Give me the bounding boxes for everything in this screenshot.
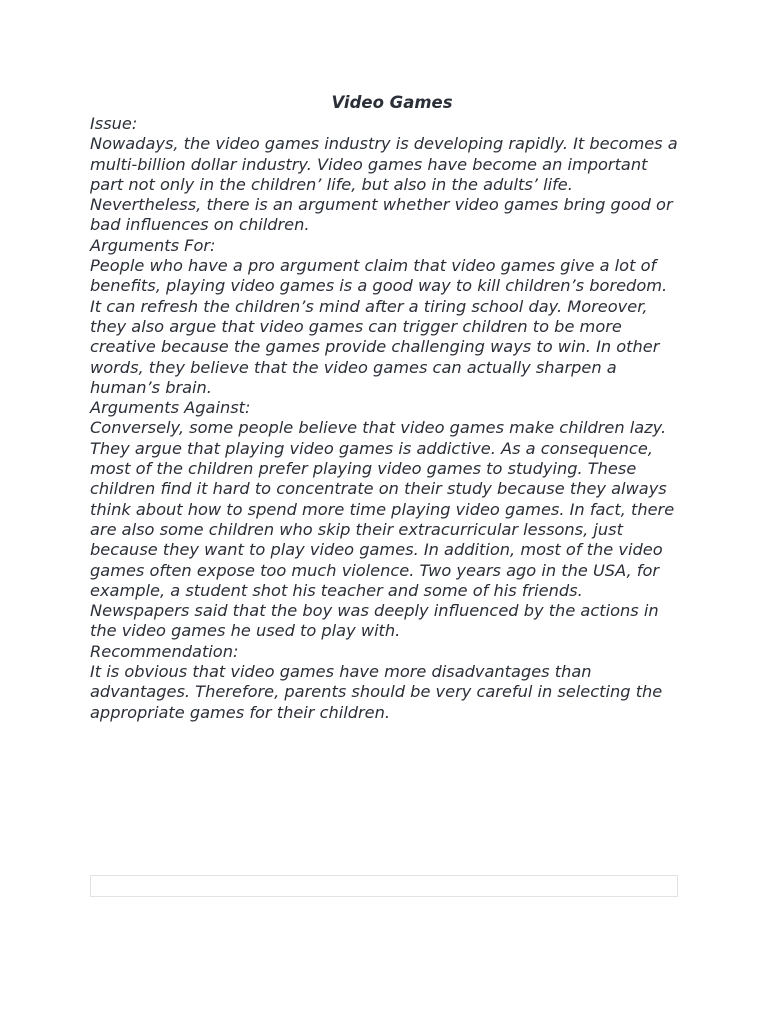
section-heading-arguments-for: Arguments For: (90, 235, 216, 255)
section-text-arguments-for: People who have a pro argument claim that video games give a lot of benefits, playing video games is a good way to kill children’s boredom. It can refresh the children’s mind after a tiring school day. Moreover, they also argue that video games can trigger children to be more creative because the games provide challenging ways to win. In other words, they believe that the video games can actually sharpen a human’s brain. (90, 256, 668, 397)
section-heading-arguments-against: Arguments Against: (90, 398, 251, 418)
document-page (90, 92, 682, 723)
section-text-issue: Nowadays, the video games industry is developing rapidly. It becomes a multi-billion dollar industry. Video games have become an important part not only in the children’ life, but also in the adults’ life. Nevertheless, there is an argument whether video games bring good or bad influences on children. (90, 134, 678, 235)
document-title: Video Games (331, 93, 453, 112)
section-heading-issue: Issue: (90, 114, 138, 133)
section-text-arguments-against: Conversely, some people believe that video games make children lazy. They argue that playing video games is addictive. As a consequence, most of the children prefer playing video games to studying. These children find it hard to concentrate on their study because they always think about how to spend more time playing video games. In fact, there are also some children who skip their extracurricular lessons, just because they want to play video games. In addition, most of the video games often expose too much violence. Two years ago in the USA, for example, a student shot his teacher and some of his friends. Newspapers said that the boy was deeply influenced by the actions in the video games he used to play with. (90, 418, 675, 641)
section-heading-recommendation: Recommendation: (90, 641, 239, 661)
section-text-recommendation: It is obvious that video games have more disadvantages than advantages. Therefore, parents should be very careful in selecting the appropriate games for their children. (90, 662, 663, 722)
empty-footer-box (90, 875, 678, 897)
